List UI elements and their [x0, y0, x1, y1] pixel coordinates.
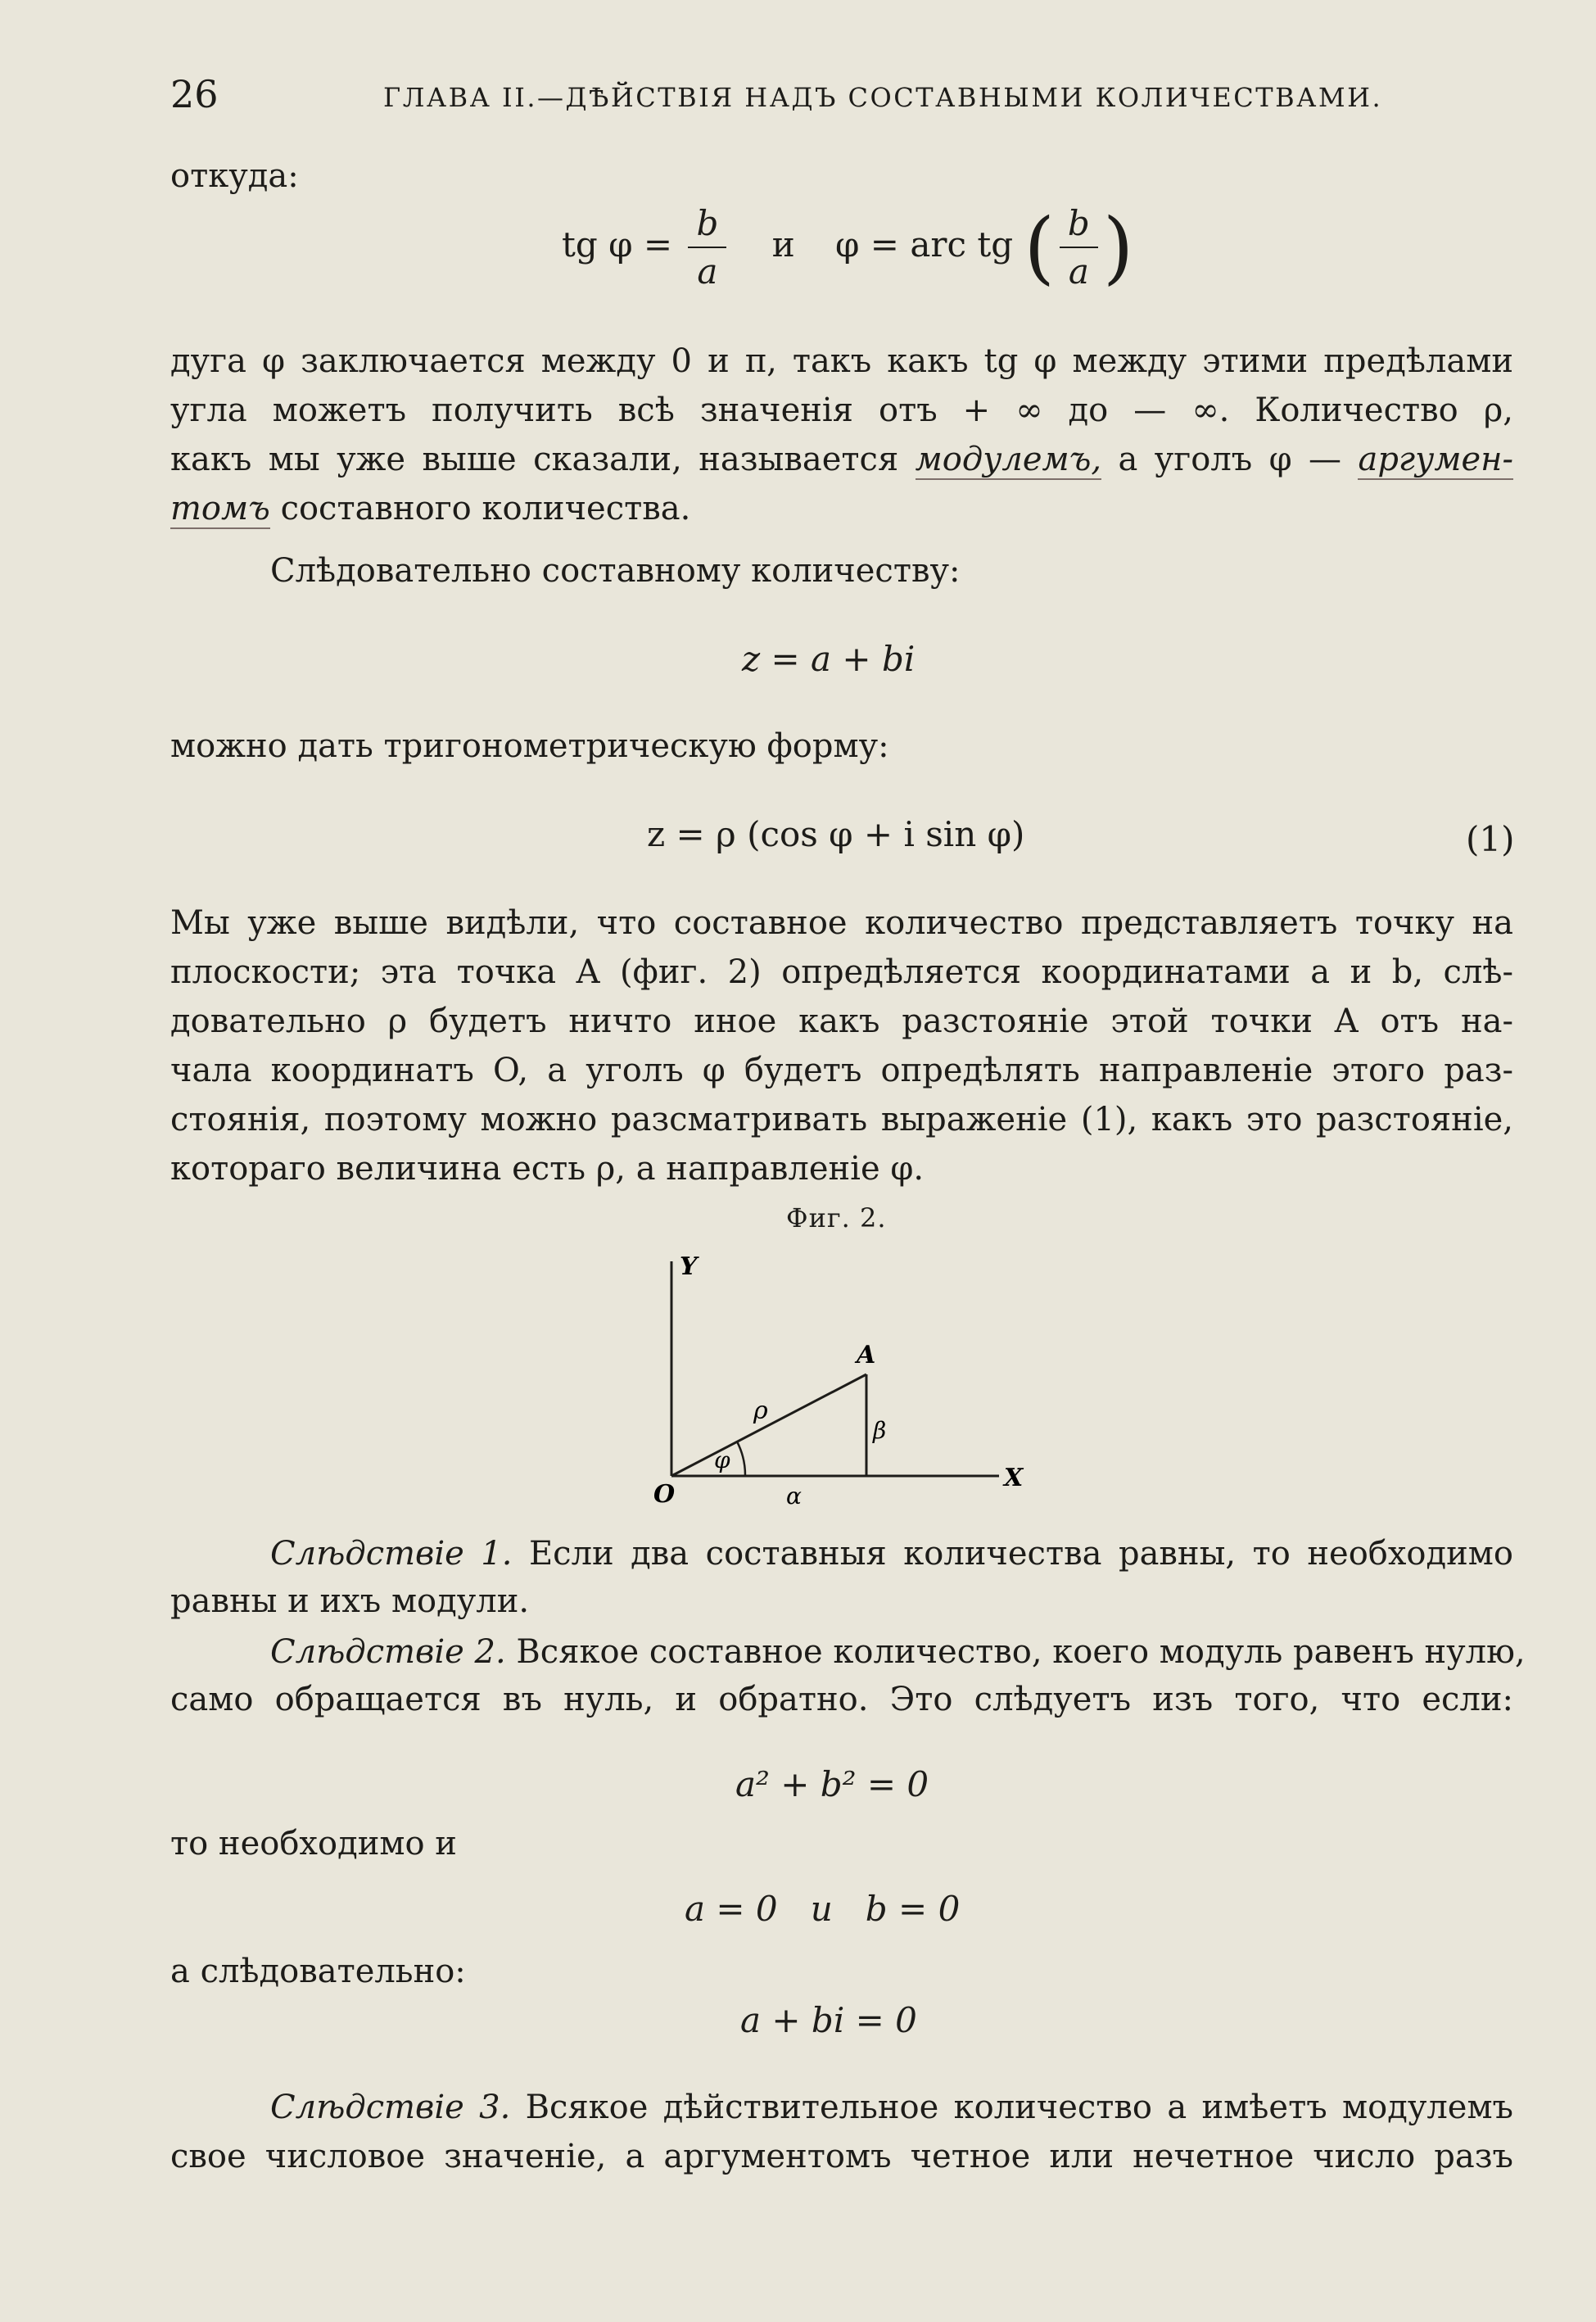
eq1-fraction: [688, 203, 726, 292]
figure-caption: Фиг. 2.: [786, 1202, 887, 1233]
eq1-lhs: tg φ =: [562, 224, 673, 265]
para6: а слѣдовательно:: [170, 1953, 466, 1990]
text-otkuda: откуда:: [170, 157, 299, 195]
para1-line1: дуга φ заключается между 0 и π, такъ какъ tg φ между этими предѣлами: [170, 342, 1513, 380]
corollary2-line2: само обращается въ нуль, и обратно. Это слѣдуетъ изъ того, что если:: [170, 1681, 1513, 1718]
eq1-numerator: b: [688, 203, 726, 248]
equation-sum-squares: a² + b² = 0: [735, 1764, 929, 1804]
para1-line4-rest: составного количества.: [280, 490, 691, 527]
phi-angle-arc: [737, 1442, 745, 1476]
para4-line4: чала координатъ O, а уголъ φ будетъ опредѣлять направленіе этого раз-: [170, 1052, 1513, 1089]
eq1-rhs: φ = arc tg: [835, 224, 1014, 265]
corollary3-text: Всякое дѣйствительное количество a имѣетъ модулемъ: [525, 2089, 1514, 2126]
page-header: [170, 72, 1465, 121]
para3: можно дать тригонометрическую форму:: [170, 727, 889, 765]
equation-tan-phi: [562, 201, 1133, 293]
para4-line2: плоскости; эта точка A (фиг. 2) опредѣляется координатами a и b, слѣ-: [170, 953, 1513, 991]
corollary2-line1: [270, 1633, 1526, 1671]
term-argument-cont: томъ: [170, 490, 270, 527]
corollary2-title: Слѣдствіе 2.: [270, 1633, 506, 1671]
term-modulus: модулемъ,: [915, 441, 1102, 478]
eq1-conjunction: и: [771, 224, 795, 265]
para5: то необходимо и: [170, 1825, 457, 1863]
para2: Слѣдовательно составному количеству:: [270, 552, 961, 590]
equation-a-b-zero: a = 0 и b = 0: [685, 1889, 961, 1929]
label-origin: O: [653, 1480, 676, 1509]
corollary3-title: Слѣдствіе 3.: [270, 2089, 511, 2126]
eq1-open-paren: (: [1024, 201, 1055, 293]
label-point-a: A: [857, 1341, 876, 1369]
page-number: 26: [170, 72, 219, 116]
para4-line6: котораго величина есть ρ, а направленіе φ.: [170, 1150, 925, 1188]
label-x: X: [1004, 1464, 1024, 1492]
running-title: ГЛАВА II.—ДѢЙСТВІЯ НАДЪ СОСТАВНЫМИ КОЛИЧЕСТВАМИ.: [383, 82, 1383, 113]
eq1-denominator-2: a: [1068, 251, 1089, 292]
figure-2-diagram: [639, 1245, 1032, 1515]
label-y: Y: [680, 1252, 698, 1281]
label-beta: β: [873, 1417, 887, 1444]
label-phi: φ: [714, 1446, 730, 1473]
equation-number-1: (1): [1466, 819, 1515, 859]
para1-line3-mid: а уголъ φ —: [1118, 441, 1342, 478]
eq1-close-paren: ): [1102, 201, 1134, 293]
para1-line4: [170, 490, 1513, 527]
corollary1-title: Слѣдствіе 1.: [270, 1535, 513, 1573]
para4-line3: довательно ρ будетъ ничто иное какъ разстояніе этой точки A отъ на-: [170, 1003, 1513, 1040]
corollary1-text: Если два составныя количества равны, то необходимо: [528, 1535, 1513, 1573]
para4-line1: Мы уже выше видѣли, что составное количество представляетъ точку на: [170, 904, 1513, 942]
corollary1-line1: [270, 1535, 1513, 1573]
label-alpha: α: [786, 1482, 802, 1510]
label-rho: ρ: [753, 1396, 768, 1425]
equation-z-trig: z = ρ (cos φ + i sin φ): [647, 814, 1025, 854]
equation-a-plus-bi-zero: a + bi = 0: [740, 2000, 917, 2040]
rho-segment: [671, 1374, 866, 1476]
corollary3-line1: [270, 2089, 1513, 2126]
term-argument: аргумен-: [1358, 441, 1514, 478]
para1-line3: [170, 441, 1513, 478]
eq1-fraction-2: [1060, 203, 1098, 292]
para1-line3-start: какъ мы уже выше сказали, называется: [170, 441, 899, 478]
eq1-numerator-2: b: [1060, 203, 1098, 248]
equation-z-algebraic: z = a + bi: [742, 639, 916, 679]
corollary3-line2: свое числовое значеніе, а аргументомъ четное или нечетное число разъ: [170, 2138, 1513, 2175]
corollary2-text: Всякое составное количество, коего модуль равенъ нулю,: [516, 1633, 1526, 1671]
corollary1-line2: равны и ихъ модули.: [170, 1582, 530, 1620]
para1-line2: угла можетъ получить всѣ значенія отъ + ∞ до — ∞. Количество ρ,: [170, 392, 1513, 429]
para4-line5: стоянія, поэтому можно разсматривать выраженіе (1), какъ это разстояніе,: [170, 1101, 1513, 1138]
eq1-denominator: a: [697, 251, 718, 292]
